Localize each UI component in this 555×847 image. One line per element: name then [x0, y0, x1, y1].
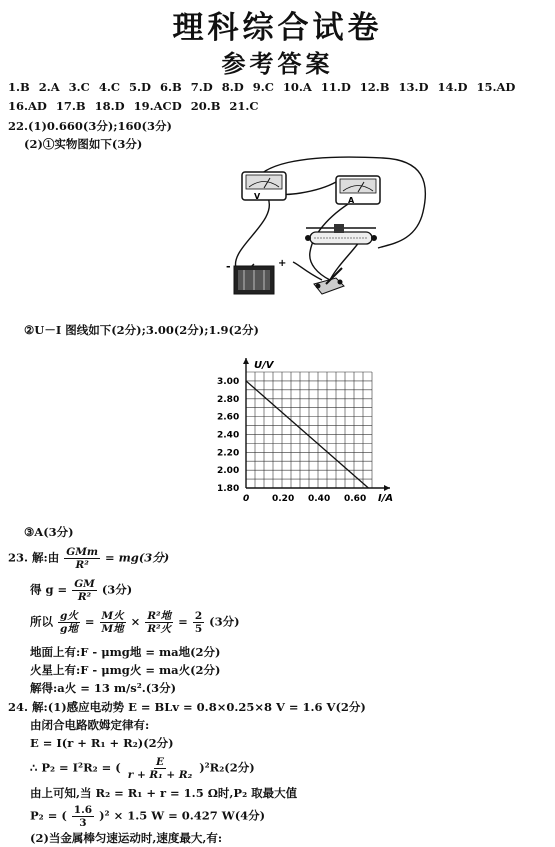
ammeter-label: A: [348, 196, 355, 205]
q24-line-7: (2)当金属棒匀速运动时,速度最大,有:: [30, 831, 223, 845]
choice-answer: 21.C: [229, 99, 259, 113]
page-subtitle: 参考答案: [221, 50, 334, 78]
y-tick-label: 3.00: [217, 376, 240, 387]
y-axis-label: U/V: [254, 360, 274, 371]
y-tick-label: 2.20: [217, 448, 240, 459]
x-tick-label: 0: [243, 494, 250, 504]
x-axis-arrow: [384, 485, 390, 491]
choice-answer: 13.D: [398, 80, 429, 94]
q22-line-4: ③A(3分): [24, 525, 74, 539]
q23-line-2: 得 g = $\frac{GM}{\text{R²}}$ (3分): [30, 578, 133, 603]
choice-answers-row-2: [8, 99, 268, 113]
rheostat-icon: [305, 224, 377, 244]
q23-line-4: 地面上有:F - μmg地 = ma地(2分): [30, 645, 221, 659]
choice-answer: 9.C: [252, 80, 274, 94]
q24-line-3: E = I(r + R₁ + R₂)(2分): [30, 736, 174, 750]
choice-answer: 10.A: [282, 80, 312, 94]
choice-answer: 2.A: [38, 80, 60, 94]
choice-answer: 8.D: [221, 80, 244, 94]
ui-chart: [208, 338, 408, 508]
choice-answer: 15.AD: [476, 80, 516, 94]
q22-line-3: ②U－I 图线如下(2分);3.00(2分);1.9(2分): [24, 323, 259, 337]
y-tick-label: 2.80: [217, 394, 240, 405]
x-tick-label: 0.40: [308, 494, 331, 504]
q24-line-2: 由闭合电路欧姆定律有:: [30, 718, 150, 732]
choice-answer: 20.B: [190, 99, 221, 113]
choice-answer: 4.C: [98, 80, 121, 94]
y-tick-label: 2.40: [217, 430, 240, 441]
choice-answer: 6.B: [160, 80, 182, 94]
y-tick-label: 2.00: [217, 466, 240, 477]
q23-line-3: 所以 $\frac{\text{g火}}{\text{g地}}$ = $\frac{\text{M火}}{\text{M地}}$ × $\frac{\text{R²地}}{\text{R²火}}$ = $\frac{2}{5}$ (3分): [30, 610, 240, 635]
ammeter-icon: [336, 176, 380, 205]
y-tick-label: 1.80: [217, 484, 240, 494]
choice-answer: 18.D: [94, 99, 125, 113]
choice-answer: 19.ACD: [133, 99, 182, 113]
page-title: 理科综合试卷: [172, 10, 383, 46]
q24-line-4: ∴ P₂ = I²R₂ = ( $\frac{E}{\text{r + R₁ + R₂}}$ )²R₂(2分): [30, 756, 255, 781]
q23-line-5: 火星上有:F - μmg火 = ma火(2分): [30, 663, 221, 677]
q23-line-6: 解得:a火 = 13 m/s².(3分): [30, 681, 177, 695]
circuit-diagram: [218, 152, 433, 300]
choice-answer: 16.AD: [8, 99, 47, 113]
y-tick-label: 2.60: [217, 412, 240, 423]
q24-line-5: 由上可知,当 R₂ = R₁ + r = 1.5 Ω时,P₂ 取最大值: [30, 786, 298, 800]
choice-answer: 11.D: [320, 80, 351, 94]
q23-line-1: 23. 解:由 $\frac{\text{GMm}}{\text{R²}}$ = mg(3分): [8, 546, 170, 571]
voltmeter-icon: [242, 172, 286, 201]
x-tick-label: 0.20: [272, 494, 295, 504]
choice-answer: 12.B: [359, 80, 390, 94]
choice-answer: 7.D: [190, 80, 213, 94]
q22-line-2: (2)①实物图如下(3分): [24, 137, 143, 151]
q24-line-1: 24. 解:(1)感应电动势 E = BLv = 0.8×0.25×8 V = 1.6 V(2分): [8, 700, 366, 714]
x-axis-label: I/A: [378, 493, 394, 504]
voltmeter-label: V: [254, 192, 261, 201]
choice-answer: 1.B: [8, 80, 30, 94]
battery-plus-sign: +: [278, 258, 287, 269]
wire-voltmeter-battery: [235, 198, 269, 272]
battery-minus-sign: -: [226, 260, 231, 273]
choice-answer: 3.C: [68, 80, 90, 94]
choice-answer: 5.D: [129, 80, 151, 94]
q22-line-1: 22.(1)0.660(3分);160(3分): [8, 119, 172, 133]
q23-fraction-gm-r2: $\frac{GM}{\text{R²}}$: [74, 578, 95, 603]
choice-answer: 17.B: [55, 99, 86, 113]
y-axis-arrow: [243, 358, 249, 364]
q23-fraction-gmm-r2: $\frac{\text{GMm}}{\text{R²}}$: [66, 546, 98, 571]
x-tick-label: 0.60: [344, 494, 367, 504]
choice-answer: 14.D: [437, 80, 468, 94]
q24-line-6: P₂ = ( $\frac{1.6}{3}$ )² × 1.5 W = 0.427 W(4分): [30, 804, 266, 829]
choice-answers-row-1: [8, 80, 524, 94]
